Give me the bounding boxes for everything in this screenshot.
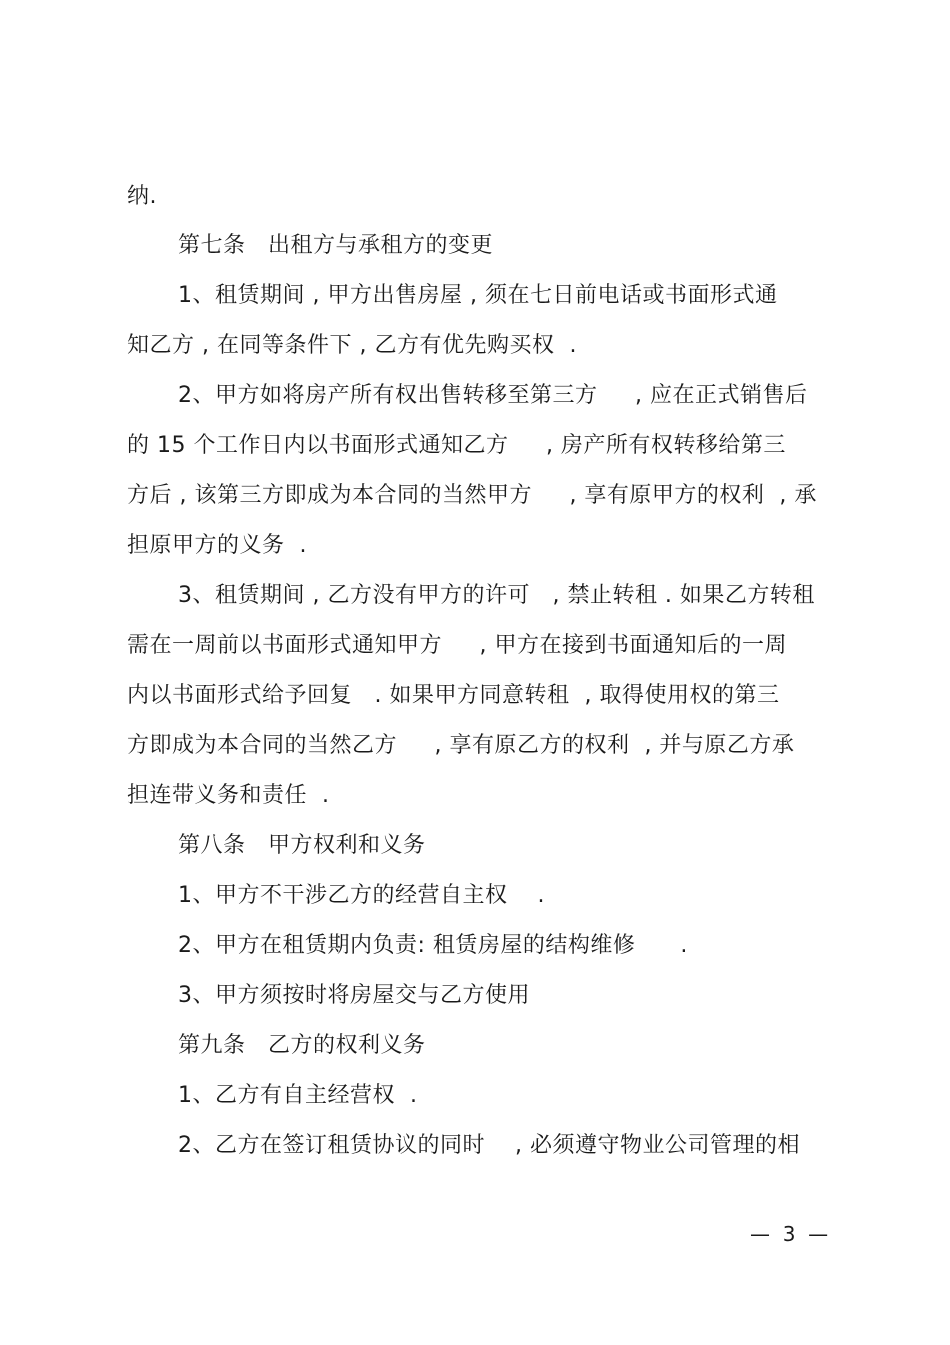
text-line: 1、甲方不干涉乙方的经营自主权 . — [178, 883, 545, 908]
text-line: 3、租赁期间 , 乙方没有甲方的许可 , 禁止转租 . 如果乙方转租 — [178, 583, 815, 608]
text-line: 2、甲方在租赁期内负责: 租赁房屋的结构维修 . — [178, 933, 688, 958]
text-line: 3、甲方须按时将房屋交与乙方使用 — [178, 983, 530, 1008]
text-line: 2、乙方在签订租赁协议的同时 , 必须遵守物业公司管理的相 — [178, 1133, 800, 1158]
text-line: 内以书面形式给予回复 . 如果甲方同意转租 , 取得使用权的第三 — [127, 683, 780, 708]
text-line: 担原甲方的义务 . — [127, 533, 307, 558]
section-heading-8: 第八条 甲方权利和义务 — [178, 833, 426, 858]
text-line: 纳. — [127, 184, 157, 209]
text-line: 担连带义务和责任 . — [127, 783, 330, 808]
text-line: 方后 , 该第三方即成为本合同的当然甲方 , 享有原甲方的权利 , 承 — [127, 483, 817, 508]
text-line: 知乙方 , 在同等条件下 , 乙方有优先购买权 . — [127, 333, 577, 358]
text-line: 1、乙方有自主经营权 . — [178, 1083, 418, 1108]
text-line: 2、甲方如将房产所有权出售转移至第三方 , 应在正式销售后 — [178, 383, 808, 408]
section-heading-7: 第七条 出租方与承租方的变更 — [178, 233, 493, 258]
text-line: 需在一周前以书面形式通知甲方 , 甲方在接到书面通知后的一周 — [127, 633, 787, 658]
page-number: — 3 — — [750, 1222, 829, 1246]
text-line: 的 15 个工作日内以书面形式通知乙方 , 房产所有权转移给第三 — [127, 433, 786, 458]
section-heading-9: 第九条 乙方的权利义务 — [178, 1033, 426, 1058]
text-line: 1、租赁期间 , 甲方出售房屋 , 须在七日前电话或书面形式通 — [178, 283, 778, 308]
text-line: 方即成为本合同的当然乙方 , 享有原乙方的权利 , 并与原乙方承 — [127, 733, 795, 758]
